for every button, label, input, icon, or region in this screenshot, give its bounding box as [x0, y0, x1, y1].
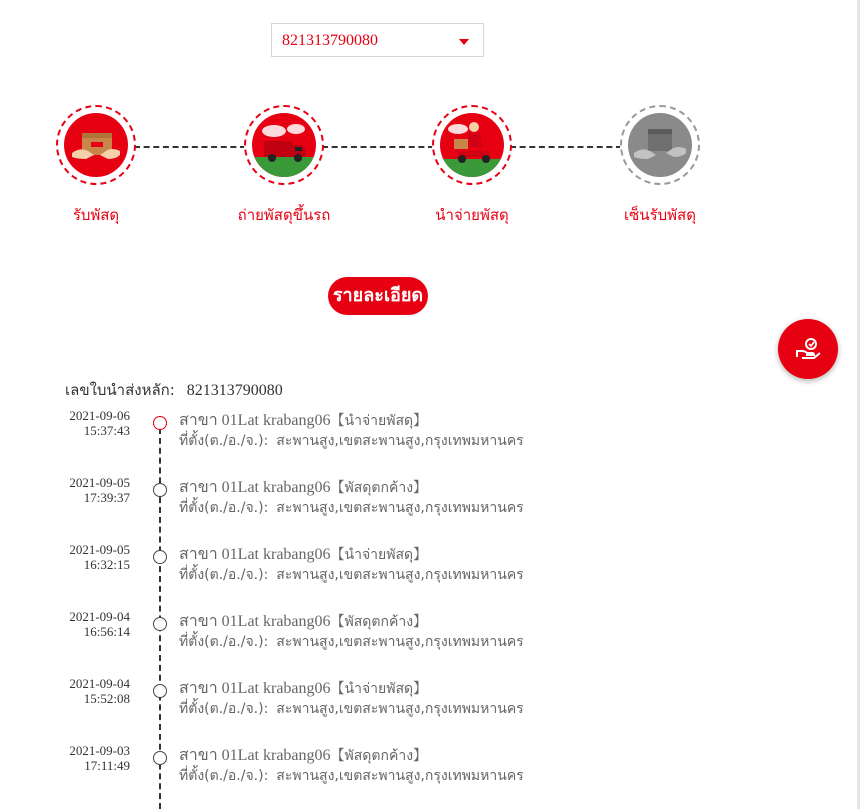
timeline-dot — [153, 617, 167, 631]
courier-scooter-icon — [432, 105, 512, 185]
timeline-event — [0, 475, 860, 535]
step-connector — [134, 146, 246, 148]
event-status: 【นำจ่ายพัสดุ】 — [330, 547, 428, 563]
main-tracking-number — [65, 378, 283, 402]
event-status: 【พัสดุตกค้าง】 — [330, 748, 428, 764]
timeline-event — [0, 542, 860, 602]
event-location-label: ที่ตั้ง(ต./อ./จ.): — [179, 634, 269, 650]
event-location: สะพานสูง,เขตสะพานสูง,กรุงเทพมหานคร — [276, 634, 524, 650]
main-tracking-number-label: เลขใบนำส่งหลัก: — [65, 381, 175, 399]
step-connector — [510, 146, 622, 148]
hand-package-icon — [794, 335, 822, 363]
event-date: 2021-09-04 — [69, 676, 130, 691]
event-location-label: ที่ตั้ง(ต./อ./จ.): — [179, 701, 269, 717]
event-status: 【นำจ่ายพัสดุ】 — [330, 413, 428, 429]
box-handover-icon — [56, 105, 136, 185]
timeline-event — [0, 676, 860, 736]
event-location: สะพานสูง,เขตสะพานสูง,กรุงเทพมหานคร — [276, 768, 524, 784]
event-status: 【พัสดุตกค้าง】 — [330, 614, 428, 630]
event-date: 2021-09-04 — [69, 609, 130, 624]
event-status: 【พัสดุตกค้าง】 — [330, 480, 428, 496]
event-location: สะพานสูง,เขตสะพานสูง,กรุงเทพมหานคร — [276, 500, 524, 516]
event-branch: สาขา 01Lat krabang06 — [179, 613, 331, 630]
event-time: 17:39:37 — [83, 490, 130, 505]
step-label-pickup: รับพัสดุ — [72, 206, 120, 224]
event-status: 【นำจ่ายพัสดุ】 — [330, 681, 428, 697]
main-tracking-number-value: 821313790080 — [186, 382, 283, 399]
truck-icon — [244, 105, 324, 185]
event-date: 2021-09-03 — [69, 743, 130, 758]
event-time: 15:37:43 — [83, 423, 130, 438]
event-location-label: ที่ตั้ง(ต./อ./จ.): — [179, 433, 269, 449]
timeline-event — [0, 743, 860, 803]
event-time: 15:52:08 — [83, 691, 130, 706]
timeline-dot — [153, 751, 167, 765]
timeline-event — [0, 408, 860, 468]
event-time: 16:32:15 — [83, 557, 130, 572]
step-connector — [322, 146, 434, 148]
event-time: 16:56:14 — [83, 624, 130, 639]
event-branch: สาขา 01Lat krabang06 — [179, 680, 331, 697]
event-time: 17:11:49 — [84, 758, 130, 773]
event-location: สะพานสูง,เขตสะพานสูง,กรุงเทพมหานคร — [276, 567, 524, 583]
signed-receipt-icon — [620, 105, 700, 185]
event-branch: สาขา 01Lat krabang06 — [179, 546, 331, 563]
event-date: 2021-09-05 — [69, 542, 130, 557]
event-date: 2021-09-06 — [69, 408, 130, 423]
event-branch: สาขา 01Lat krabang06 — [179, 747, 331, 764]
event-location-label: ที่ตั้ง(ต./อ./จ.): — [179, 500, 269, 516]
event-location-label: ที่ตั้ง(ต./อ./จ.): — [179, 567, 269, 583]
timeline-dot — [153, 550, 167, 564]
event-branch: สาขา 01Lat krabang06 — [179, 479, 331, 496]
event-location: สะพานสูง,เขตสะพานสูง,กรุงเทพมหานคร — [276, 701, 524, 717]
step-label-loaded: ถ่ายพัสดุขึ้นรถ — [237, 206, 331, 224]
timeline-dot — [153, 684, 167, 698]
tracking-number-select[interactable] — [271, 23, 484, 57]
tracking-number-selected-value: 821313790080 — [282, 32, 378, 49]
timeline-dot — [153, 416, 167, 430]
step-label-out-for-delivery: นำจ่ายพัสดุ — [435, 206, 509, 224]
timeline-dot — [153, 483, 167, 497]
chevron-down-icon — [459, 39, 469, 45]
event-date: 2021-09-05 — [69, 475, 130, 490]
event-location-label: ที่ตั้ง(ต./อ./จ.): — [179, 768, 269, 784]
event-branch: สาขา 01Lat krabang06 — [179, 412, 331, 429]
event-location: สะพานสูง,เขตสะพานสูง,กรุงเทพมหานคร — [276, 433, 524, 449]
floating-action-button[interactable] — [778, 319, 838, 379]
details-button[interactable]: รายละเอียด — [328, 277, 428, 315]
step-label-signed: เซ็นรับพัสดุ — [624, 206, 696, 224]
timeline-event — [0, 609, 860, 669]
progress-steps — [0, 105, 860, 255]
